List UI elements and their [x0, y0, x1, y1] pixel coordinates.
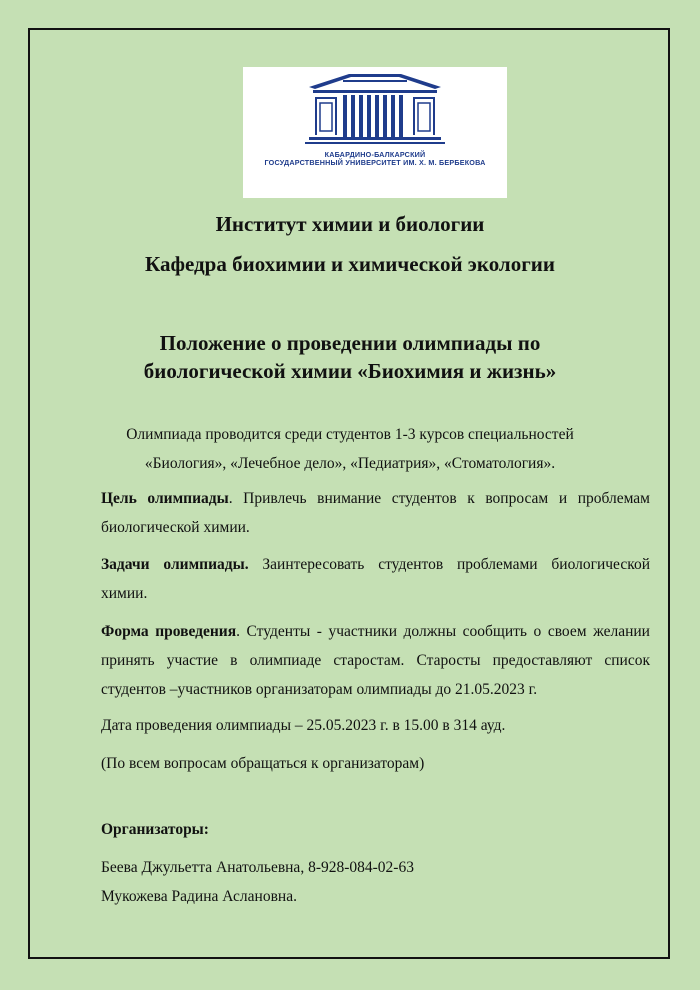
- institute-heading: Институт химии и биологии: [215, 212, 485, 236]
- university-building-icon: [243, 67, 507, 198]
- tasks-text: Заинтересовать студентов проблемами биологической химии.: [101, 556, 650, 602]
- organizer-1: Беева Джульетта Анатольевна, 8-928-084-02-63: [101, 859, 414, 876]
- goal-label: Цель олимпиады: [101, 490, 229, 507]
- intro-line2: «Биология», «Лечебное дело», «Педиатрия», «Стоматология».: [144, 455, 556, 472]
- date-line: Дата проведения олимпиады – 25.05.2023 г. в 15.00 в 314 ауд.: [101, 717, 506, 734]
- logo-text-line2: ГОСУДАРСТВЕННЫЙ УНИВЕРСИТЕТ ИМ. Х. М. БЕРБЕКОВА: [264, 158, 486, 167]
- intro-line1: Олимпиада проводится среди студентов 1-3 курсов специальностей: [126, 426, 574, 443]
- organizers-label: Организаторы:: [101, 821, 209, 838]
- university-logo: [243, 67, 507, 198]
- goal-text: . Привлечь внимание студентов к вопросам и проблемам биологической химии.: [101, 490, 650, 536]
- tasks-label: Задачи олимпиады.: [101, 556, 249, 573]
- title-line1: Положение о проведении олимпиады по: [159, 331, 541, 355]
- questions-line: (По всем вопросам обращаться к организаторам): [101, 755, 425, 772]
- format-text: . Студенты - участники должны сообщить о своем желании принять участие в олимпиаде старостам. Старосты предоставляют список студентов –участников организаторам олимпиады до 21.05.2023 г.: [101, 623, 650, 698]
- department-heading: Кафедра биохимии и химической экологии: [145, 252, 555, 276]
- format-paragraph: [101, 617, 650, 704]
- format-label: Форма проведения: [101, 623, 237, 640]
- tasks-paragraph: [101, 550, 650, 608]
- organizer-2: Мукожева Радина Аслановна.: [101, 888, 297, 905]
- title-line2: биологической химии «Биохимия и жизнь»: [143, 359, 557, 383]
- goal-paragraph: [101, 484, 650, 542]
- logo-text-line1: КАБАРДИНО-БАЛКАРСКИЙ: [324, 150, 426, 159]
